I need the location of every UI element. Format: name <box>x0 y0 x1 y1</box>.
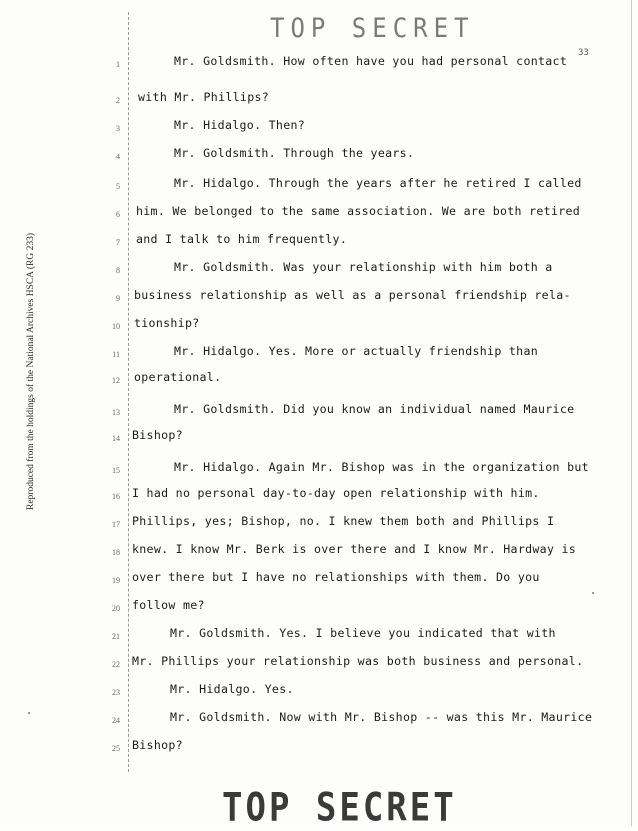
line-number: 19 <box>112 576 120 585</box>
transcript-line: tionship? <box>134 316 200 330</box>
archive-reproduction-note: Reproduced from the holdings of the National Archives HSCA (RG 233) <box>26 232 36 510</box>
transcript-line: Mr. Goldsmith. Did you know an individual named Maurice <box>174 402 575 416</box>
line-number: 23 <box>112 688 120 697</box>
transcript-line: business relationship as well as a personal friendship rela- <box>134 288 571 302</box>
line-number: 6 <box>116 210 120 219</box>
line-number: 7 <box>116 238 120 247</box>
transcript-line: Mr. Goldsmith. Now with Mr. Bishop -- was this Mr. Maurice <box>170 710 593 724</box>
transcript-line: knew. I know Mr. Berk is over there and I know Mr. Hardway is <box>132 542 577 556</box>
line-number: 17 <box>112 520 120 529</box>
line-number: 20 <box>112 604 120 613</box>
line-number: 1 <box>116 60 120 69</box>
scan-speck <box>28 712 30 714</box>
line-number: 13 <box>112 408 120 417</box>
transcript-line: Mr. Goldsmith. Through the years. <box>174 146 415 160</box>
transcript-line: Mr. Hidalgo. Through the years after he retired I called <box>174 176 582 190</box>
line-number: 3 <box>116 124 120 133</box>
transcript-line: Mr. Goldsmith. How often have you had personal contact <box>174 54 568 68</box>
line-number: 15 <box>112 466 120 475</box>
line-number: 10 <box>112 322 120 331</box>
transcript-line: Mr. Hidalgo. Yes. <box>170 682 294 696</box>
transcript-line: Mr. Goldsmith. Was your relationship with him both a <box>174 260 553 274</box>
transcript-line: Bishop? <box>132 738 183 752</box>
transcript-line: Phillips, yes; Bishop, no. I knew them both and Phillips I <box>132 514 555 528</box>
transcript-line: I had no personal day-to-day open relationship with him. <box>132 486 540 500</box>
transcript-line: with Mr. Phillips? <box>138 90 270 104</box>
line-number: 11 <box>112 350 120 359</box>
transcript-line: Mr. Goldsmith. Yes. I believe you indicated that with <box>170 626 556 640</box>
transcript-line: Mr. Phillips your relationship was both business and personal. <box>132 654 584 668</box>
line-number: 18 <box>112 548 120 557</box>
line-number: 8 <box>116 266 120 275</box>
line-number: 14 <box>112 434 120 443</box>
transcript-line: follow me? <box>132 598 205 612</box>
transcript-line: operational. <box>134 370 222 384</box>
line-number: 9 <box>116 294 120 303</box>
line-number: 12 <box>112 376 120 385</box>
line-number: 5 <box>116 182 120 191</box>
page-number: 33 <box>578 48 589 58</box>
transcript-line: Mr. Hidalgo. Then? <box>174 118 306 132</box>
line-number: 2 <box>116 96 120 105</box>
transcript-line: Mr. Hidalgo. Yes. More or actually friendship than <box>174 344 539 358</box>
line-number: 22 <box>112 660 120 669</box>
transcript-line: and I talk to him frequently. <box>136 232 348 246</box>
footer-classification-stamp: TOP SECRET <box>222 785 457 831</box>
transcript-line: Mr. Hidalgo. Again Mr. Bishop was in the organization but <box>174 460 589 474</box>
transcript-line: him. We belonged to the same association. We are both retired <box>136 204 581 218</box>
header-classification-stamp: TOP SECRET <box>270 12 475 44</box>
transcript-line: Bishop? <box>132 428 183 442</box>
transcript-line: over there but I have no relationships with them. Do you <box>132 570 540 584</box>
line-number: 16 <box>112 492 120 501</box>
line-number: 24 <box>112 716 120 725</box>
line-number: 21 <box>112 632 120 641</box>
line-number: 25 <box>112 744 120 753</box>
scan-speck <box>592 592 594 594</box>
line-number: 4 <box>116 152 120 161</box>
